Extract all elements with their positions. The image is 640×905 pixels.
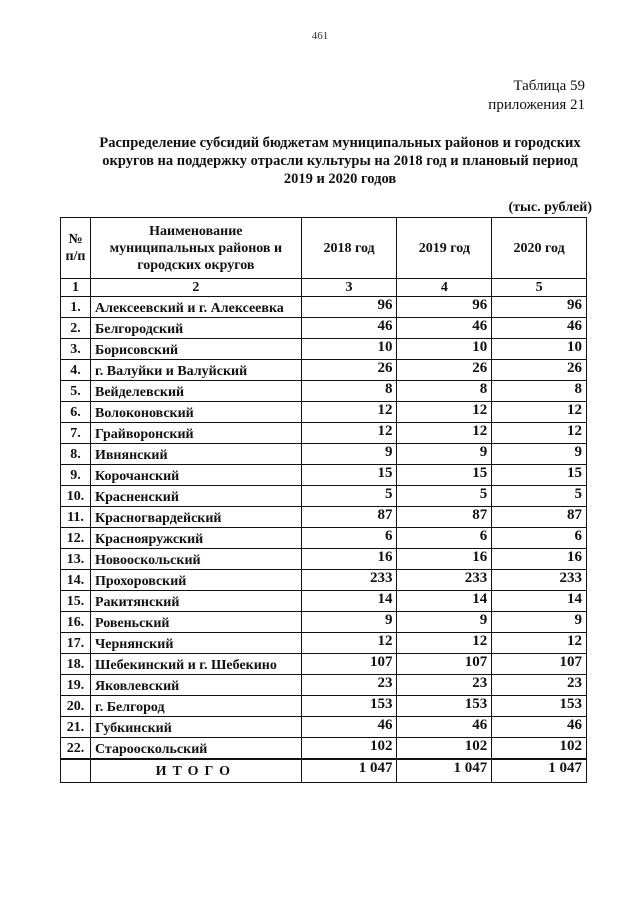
value-2020: 12 <box>492 633 587 654</box>
value-2020: 107 <box>492 654 587 675</box>
table-row <box>61 528 587 549</box>
value-2018: 9 <box>301 612 397 633</box>
table-row <box>61 339 587 360</box>
district-name: Краснояружский <box>90 528 301 549</box>
total-2019: 1 047 <box>397 759 492 783</box>
total-2020: 1 047 <box>492 759 587 783</box>
title-line1: Распределение субсидий бюджетам муниципальных районов и городских <box>99 135 581 151</box>
table-row <box>61 402 587 423</box>
district-name: Новооскольский <box>90 549 301 570</box>
value-2019: 102 <box>397 738 492 760</box>
row-number: 8. <box>61 444 91 465</box>
row-number: 18. <box>61 654 91 675</box>
total-label: ИТОГО <box>90 759 301 783</box>
row-number: 4. <box>61 360 91 381</box>
value-2020: 8 <box>492 381 587 402</box>
value-2019: 12 <box>397 423 492 444</box>
value-2019: 12 <box>397 633 492 654</box>
value-2020: 23 <box>492 675 587 696</box>
value-2020: 26 <box>492 360 587 381</box>
value-2020: 14 <box>492 591 587 612</box>
district-name: Красногвардейский <box>90 507 301 528</box>
value-2018: 5 <box>301 486 397 507</box>
value-2020: 15 <box>492 465 587 486</box>
value-2019: 9 <box>397 612 492 633</box>
row-number: 1. <box>61 297 91 318</box>
value-2020: 9 <box>492 444 587 465</box>
value-2018: 87 <box>301 507 397 528</box>
value-2019: 233 <box>397 570 492 591</box>
value-2018: 9 <box>301 444 397 465</box>
row-number: 21. <box>61 717 91 738</box>
table-row <box>61 297 587 318</box>
table-row <box>61 507 587 528</box>
table-row <box>61 465 587 486</box>
value-2020: 46 <box>492 717 587 738</box>
district-name: Белгородский <box>90 318 301 339</box>
district-name: Грайворонский <box>90 423 301 444</box>
title-line2: округов на поддержку отрасли культуры на 2018 год и плановый период <box>102 153 578 169</box>
column-number: 2 <box>90 279 301 297</box>
value-2019: 26 <box>397 360 492 381</box>
row-number: 20. <box>61 696 91 717</box>
row-number: 14. <box>61 570 91 591</box>
value-2020: 46 <box>492 318 587 339</box>
table-row <box>61 738 587 760</box>
table-row <box>61 486 587 507</box>
header-2018: 2018 год <box>301 218 397 279</box>
value-2018: 23 <box>301 675 397 696</box>
value-2018: 8 <box>301 381 397 402</box>
value-2018: 46 <box>301 318 397 339</box>
value-2019: 8 <box>397 381 492 402</box>
value-2018: 153 <box>301 696 397 717</box>
value-2019: 12 <box>397 402 492 423</box>
value-2020: 102 <box>492 738 587 760</box>
value-2019: 16 <box>397 549 492 570</box>
value-2019: 96 <box>397 297 492 318</box>
table-reference <box>488 77 585 115</box>
value-2020: 16 <box>492 549 587 570</box>
row-number: 9. <box>61 465 91 486</box>
table-row <box>61 423 587 444</box>
district-name: Красненский <box>90 486 301 507</box>
district-name: Борисовский <box>90 339 301 360</box>
value-2018: 15 <box>301 465 397 486</box>
row-number: 13. <box>61 549 91 570</box>
value-2018: 102 <box>301 738 397 760</box>
district-name: Ровеньский <box>90 612 301 633</box>
row-number: 10. <box>61 486 91 507</box>
value-2018: 12 <box>301 633 397 654</box>
table-row <box>61 591 587 612</box>
row-number: 3. <box>61 339 91 360</box>
value-2019: 153 <box>397 696 492 717</box>
table-row <box>61 696 587 717</box>
row-number: 2. <box>61 318 91 339</box>
value-2020: 9 <box>492 612 587 633</box>
value-2018: 26 <box>301 360 397 381</box>
units-label: (тыс. рублей) <box>508 200 592 215</box>
district-name: Алексеевский и г. Алексеевка <box>90 297 301 318</box>
table-row <box>61 612 587 633</box>
value-2018: 96 <box>301 297 397 318</box>
value-2018: 12 <box>301 402 397 423</box>
row-number: 6. <box>61 402 91 423</box>
table-ref-line2: приложения 21 <box>488 97 585 113</box>
district-name: Губкинский <box>90 717 301 738</box>
district-name: Корочанский <box>90 465 301 486</box>
title-line3: 2019 и 2020 годов <box>283 171 397 187</box>
value-2020: 6 <box>492 528 587 549</box>
table-row <box>61 654 587 675</box>
district-name: Вейделевский <box>90 381 301 402</box>
table-row <box>61 675 587 696</box>
value-2019: 107 <box>397 654 492 675</box>
row-number: 16. <box>61 612 91 633</box>
value-2018: 46 <box>301 717 397 738</box>
value-2019: 10 <box>397 339 492 360</box>
row-number: 7. <box>61 423 91 444</box>
value-2018: 14 <box>301 591 397 612</box>
table-row <box>61 549 587 570</box>
value-2020: 12 <box>492 402 587 423</box>
column-number-row <box>61 279 587 297</box>
column-number: 1 <box>61 279 91 297</box>
value-2020: 153 <box>492 696 587 717</box>
value-2020: 96 <box>492 297 587 318</box>
district-name: Прохоровский <box>90 570 301 591</box>
total-blank-cell <box>61 759 91 783</box>
value-2020: 5 <box>492 486 587 507</box>
value-2019: 87 <box>397 507 492 528</box>
value-2020: 87 <box>492 507 587 528</box>
value-2018: 16 <box>301 549 397 570</box>
value-2019: 46 <box>397 318 492 339</box>
district-name: Чернянский <box>90 633 301 654</box>
value-2019: 15 <box>397 465 492 486</box>
value-2019: 23 <box>397 675 492 696</box>
value-2019: 9 <box>397 444 492 465</box>
total-row <box>61 759 587 783</box>
value-2020: 233 <box>492 570 587 591</box>
table-ref-line1: Таблица 59 <box>513 78 585 94</box>
header-2019: 2019 год <box>397 218 492 279</box>
district-name: Яковлевский <box>90 675 301 696</box>
district-name: Волоконовский <box>90 402 301 423</box>
row-number: 12. <box>61 528 91 549</box>
column-number: 5 <box>492 279 587 297</box>
district-name: г. Белгород <box>90 696 301 717</box>
value-2018: 10 <box>301 339 397 360</box>
total-2018: 1 047 <box>301 759 397 783</box>
header-num: № п/п <box>61 218 91 279</box>
row-number: 5. <box>61 381 91 402</box>
value-2018: 12 <box>301 423 397 444</box>
table-row <box>61 318 587 339</box>
document-title <box>70 134 610 188</box>
table-row <box>61 444 587 465</box>
table-row <box>61 717 587 738</box>
value-2019: 46 <box>397 717 492 738</box>
table-row <box>61 633 587 654</box>
page-number: 461 <box>311 30 329 42</box>
row-number: 17. <box>61 633 91 654</box>
header-row <box>61 218 587 279</box>
row-number: 22. <box>61 738 91 760</box>
row-number: 19. <box>61 675 91 696</box>
table-row <box>61 570 587 591</box>
value-2019: 6 <box>397 528 492 549</box>
district-name: Ивнянский <box>90 444 301 465</box>
table-row <box>61 360 587 381</box>
district-name: Старооскольский <box>90 738 301 760</box>
value-2020: 10 <box>492 339 587 360</box>
row-number: 11. <box>61 507 91 528</box>
value-2019: 14 <box>397 591 492 612</box>
district-name: Шебекинский и г. Шебекино <box>90 654 301 675</box>
header-name: Наименование муниципальных районов и городских округов <box>90 218 301 279</box>
district-name: г. Валуйки и Валуйский <box>90 360 301 381</box>
table-row <box>61 381 587 402</box>
row-number: 15. <box>61 591 91 612</box>
column-number: 4 <box>397 279 492 297</box>
subsidy-table <box>60 217 587 783</box>
value-2018: 233 <box>301 570 397 591</box>
district-name: Ракитянский <box>90 591 301 612</box>
value-2018: 107 <box>301 654 397 675</box>
column-number: 3 <box>301 279 397 297</box>
value-2018: 6 <box>301 528 397 549</box>
header-2020: 2020 год <box>492 218 587 279</box>
value-2019: 5 <box>397 486 492 507</box>
value-2020: 12 <box>492 423 587 444</box>
